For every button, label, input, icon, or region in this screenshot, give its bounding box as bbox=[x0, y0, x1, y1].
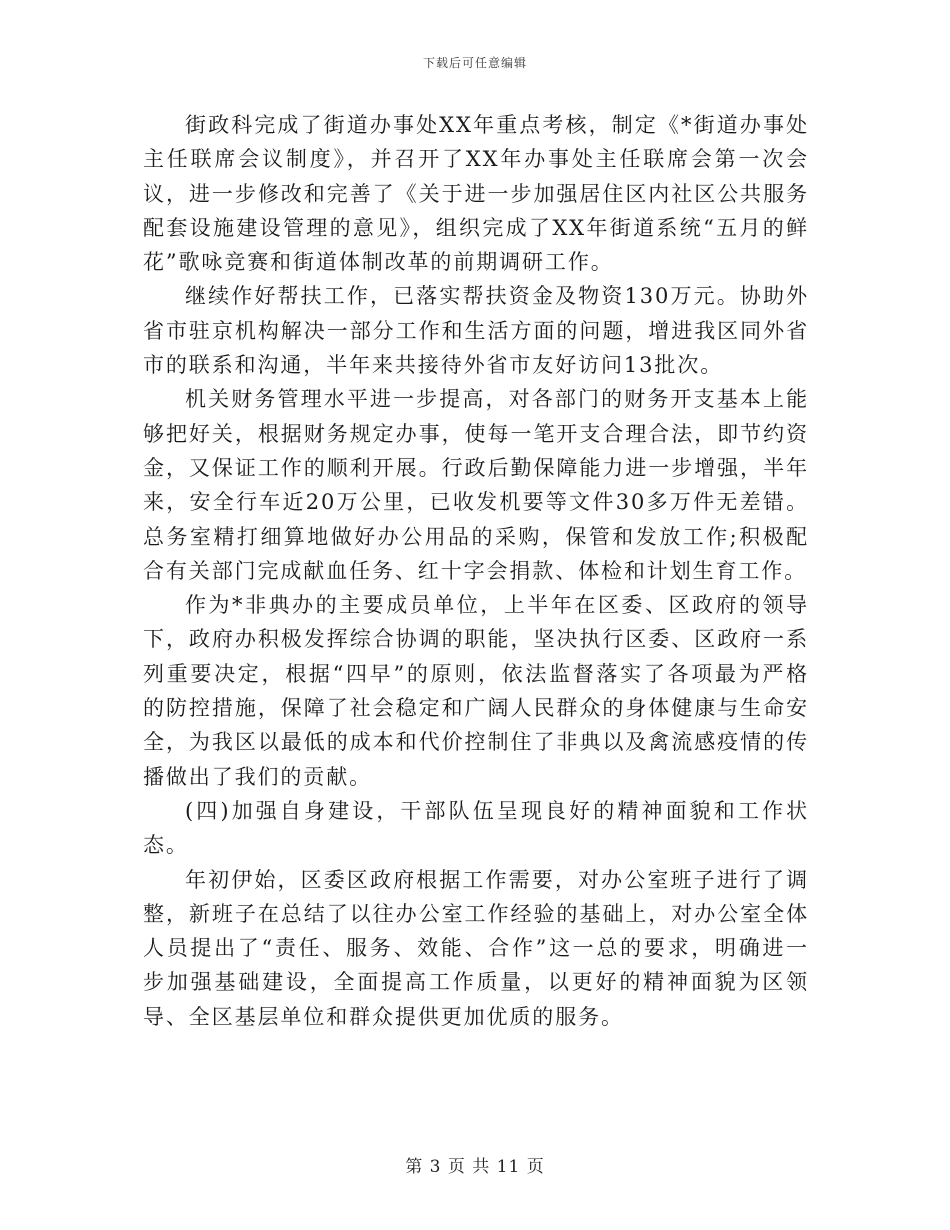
paragraph-finance-logistics: 机关财务管理水平进一步提高，对各部门的财务开支基本上能够把好关，根据财务规定办事，使每一笔开支合理合法，即节约资金，又保证工作的顺利开展。行政后勤保障能力进一步增强，半年来，安全行车近20万公里，已收发机要等文件30多万件无差错。总务室精打细算地做好办公用品的采购，保管和发放工作;积极配合有关部门完成献血任务、红十字会捐款、体检和计划生育工作。 bbox=[143, 387, 809, 583]
document-body bbox=[143, 108, 809, 1034]
paragraph-team-adjustment: 年初伊始，区委区政府根据工作需要，对办公室班子进行了调整，新班子在总结了以往办公室工作经验的基础上，对办公室全体人员提出了“责任、服务、效能、合作”这一总的要求，明确进一步加强基础建设，全面提高工作质量，以更好的精神面貌为区领导、全区基层单位和群众提供更加优质的服务。 bbox=[143, 867, 809, 1029]
page-header: 下载后可任意编辑 bbox=[422, 56, 527, 70]
section-heading-self-construction: (四)加强自身建设，干部队伍呈现良好的精神面貌和工作状态。 bbox=[143, 798, 809, 858]
paragraph-sars-prevention: 作为*非典办的主要成员单位，上半年在区委、区政府的领导下，政府办积极发挥综合协调的职能，坚决执行区委、区政府一系列重要决定，根据“四早”的原则，依法监督落实了各项最为严格的防控措施，保障了社会稳定和广阔人民群众的身体健康与生命安全，为我区以最低的成本和代价控制住了非典以及禽流感疫情的传播做出了我们的贡献。 bbox=[143, 593, 809, 789]
paragraph-street-affairs: 街政科完成了街道办事处XX年重点考核，制定《*街道办事处主任联席会议制度》，并召开了XX年办事处主任联席会第一次会议，进一步修改和完善了《关于进一步加强居住区内社区公共服务配套设施建设管理的意见》，组织完成了XX年街道系统“五月的鲜花”歌咏竞赛和街道体制改革的前期调研工作。 bbox=[143, 113, 809, 275]
page-number-footer: 第 3 页 共 11 页 bbox=[405, 1157, 545, 1177]
paragraph-assistance-work: 继续作好帮扶工作，已落实帮扶资金及物资130万元。协助外省市驻京机构解决一部分工作和生活方面的问题，增进我区同外省市的联系和沟通，半年来共接待外省市友好访问13批次。 bbox=[143, 284, 809, 378]
